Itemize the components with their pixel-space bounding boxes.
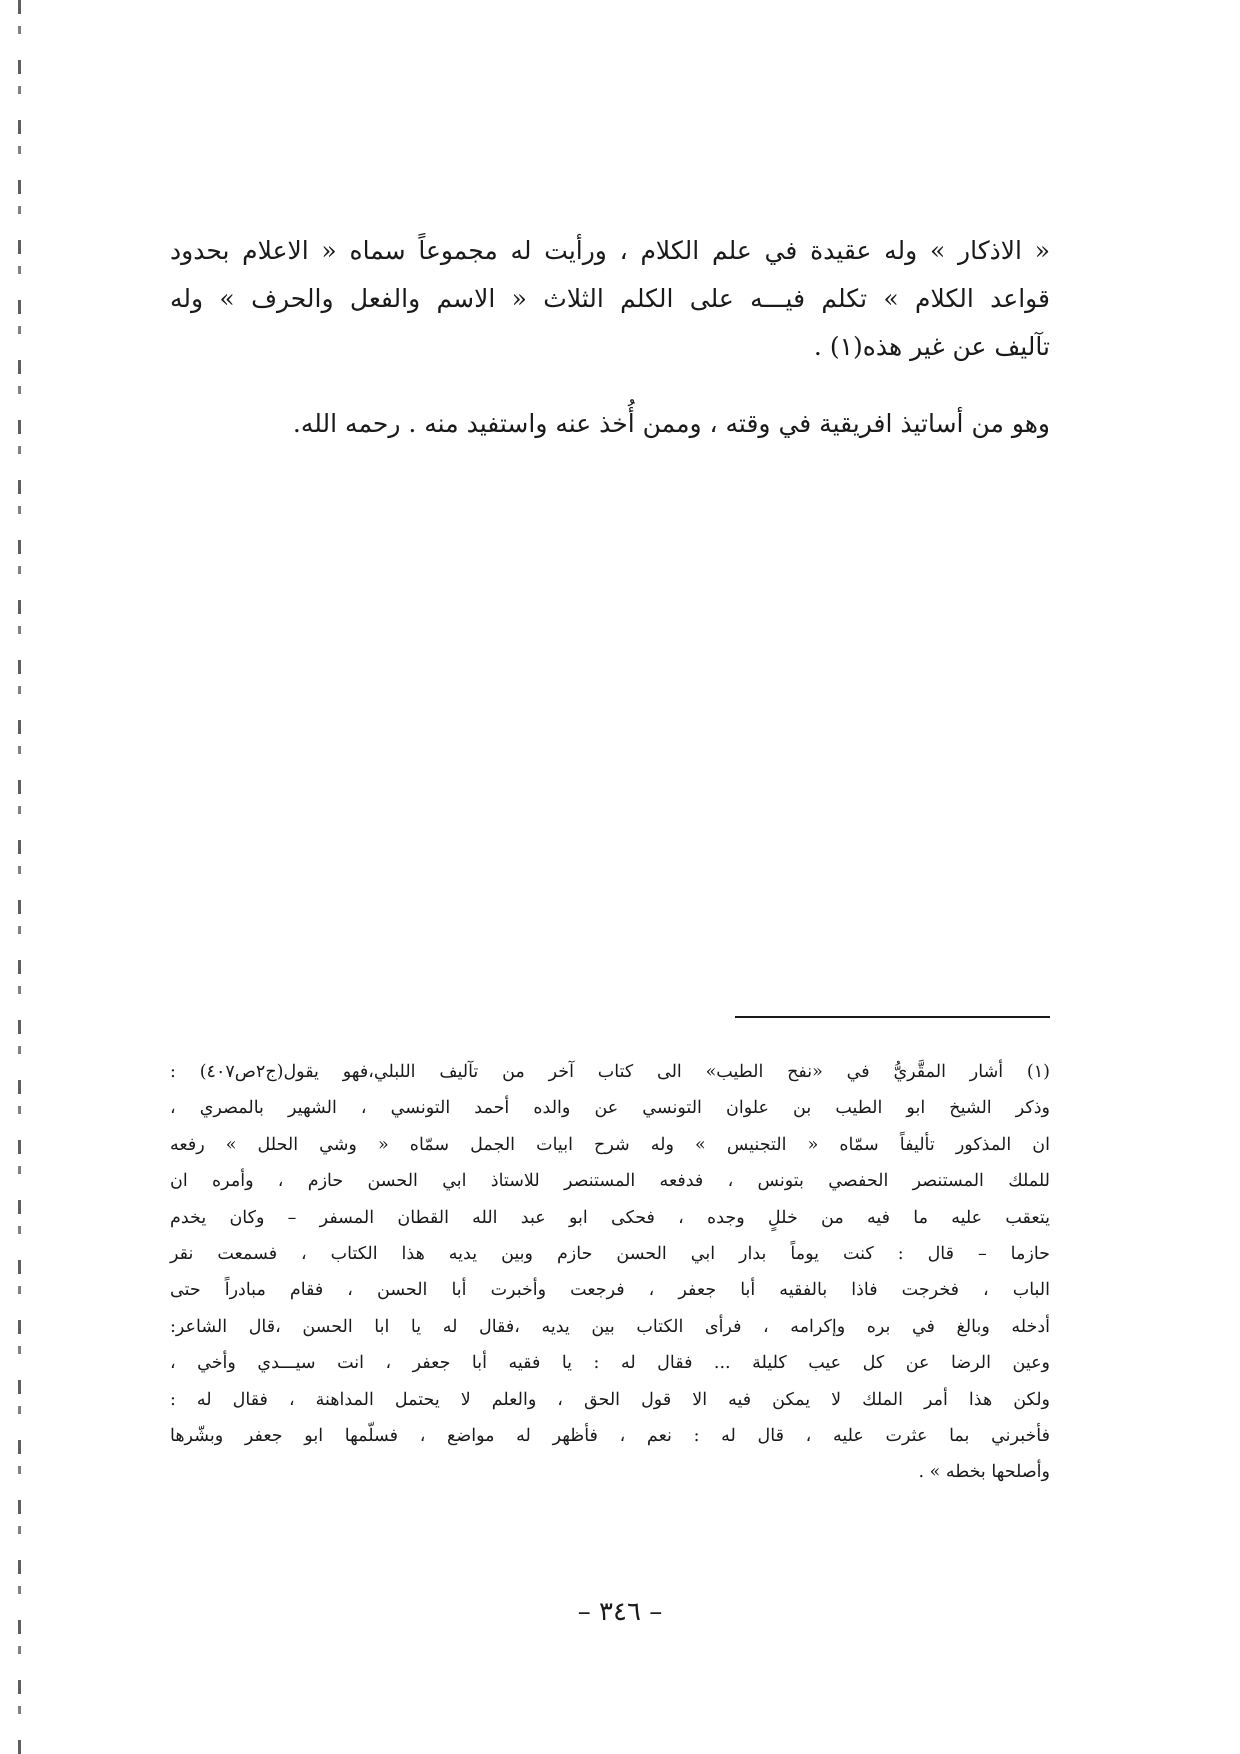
page-number: – ٣٤٦ – (577, 1597, 663, 1627)
scan-edge-mark (18, 0, 21, 1754)
footnote-line: وعين الرضا عن كل عيب كليلة ... فقال له : يا فقيه أبا جعفر ، انت سيـــدي وأخي ، (170, 1353, 1050, 1374)
text-line: تآليف عن غير هذه(١) . (813, 332, 1050, 361)
footnote-line: حازما – قال : كنت يوماً بدار ابي الحسن حازم وبين يديه هذا الكتاب ، فسمعت نقر (170, 1244, 1050, 1265)
footnote-line: (١) أشار المقَّريُّ في «نفح الطيب» الى كتاب آخر من تآليف اللبلي،فهو يقول(ج٢ص٤٠٧) : (170, 1062, 1050, 1082)
main-paragraph-2 (170, 400, 1050, 448)
footnote-line: الباب ، فخرجت فاذا بالفقيه أبا جعفر ، فرجعت وأخبرت أبا الحسن ، فقام مبادراً حتى (170, 1280, 1050, 1301)
footnote-line: ولكن هذا أمر الملك لا يمكن فيه الا قول الحق ، والعلم لا يحتمل المداهنة ، فقال له : (170, 1389, 1050, 1410)
footnote-divider (735, 1016, 1050, 1018)
text-line: « الاذكار » وله عقيدة في علم الكلام ، ورأيت له مجموعاً سماه « الاعلام بحدود (170, 236, 1050, 265)
footnote-line: وأصلحها بخطه » . (918, 1462, 1050, 1483)
footnote-line: للملك المستنصر الحفصي بتونس ، فدفعه المستنصر للاستاذ ابي الحسن حازم ، وأمره ان (170, 1171, 1050, 1192)
footnote-line: فأخبرني بما عثرت عليه ، قال له : نعم ، فأظهر له مواضع ، فسلّمها ابو جعفر وبشّرها (170, 1426, 1050, 1447)
main-paragraph-1 (170, 227, 1050, 371)
footnote-line: وذكر الشيخ ابو الطيب بن علوان التونسي عن والده أحمد التونسي ، الشهير بالمصري ، (170, 1098, 1050, 1119)
text-line: قواعد الكلام » تكلم فيـــه على الكلم الثلاث « الاسم والفعل والحرف » وله (170, 284, 1050, 313)
text-line: وهو من أساتيذ افريقية في وقته ، وممن أُخذ عنه واستفيد منه . رحمه الله. (292, 409, 1050, 438)
footnote-line: يتعقب عليه ما فيه من خللٍ وجده ، فحكى ابو عبد الله القطان المسفر – وكان يخدم (170, 1207, 1050, 1228)
footnote-line: ان المذكور تأليفاً سمّاه « التجنيس » وله شرح ابيات الجمل سمّاه « وشي الحلل » رفعه (170, 1134, 1050, 1155)
footnote (170, 1054, 1050, 1491)
footnote-line: أدخله وبالغ في بره وإكرامه ، فرأى الكتاب بين يديه ،فقال له يا ابا الحسن ،قال الشاعر: (170, 1316, 1050, 1337)
